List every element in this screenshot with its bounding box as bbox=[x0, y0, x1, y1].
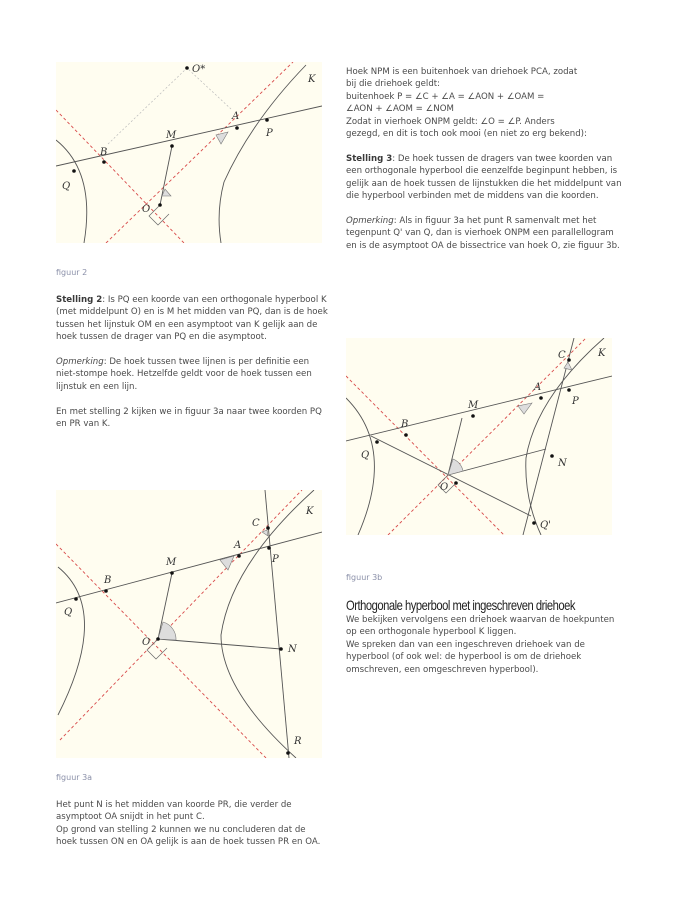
label-P: P bbox=[272, 554, 279, 565]
chord-PQ bbox=[346, 376, 612, 441]
label-B: B bbox=[100, 147, 108, 158]
point-B bbox=[404, 433, 408, 437]
chord-PQ bbox=[56, 106, 322, 166]
line-6: gezegd, en dit is toch ook mooi (en niet zo erg bekend): bbox=[346, 129, 587, 140]
figure-3b-diagram bbox=[346, 338, 612, 535]
stelling-3-label: Stelling 3 bbox=[346, 153, 393, 164]
point-B bbox=[102, 160, 106, 164]
line-5: Zodat in vierhoek ONPM geldt: ∠O = ∠P. Anders bbox=[346, 116, 555, 127]
figure-3a-caption: figuur 3a bbox=[56, 773, 93, 782]
hyperbola-right-branch bbox=[221, 490, 314, 758]
point-A bbox=[237, 554, 241, 558]
opmerking-2 bbox=[346, 215, 626, 252]
label-A: A bbox=[234, 540, 242, 551]
diameter-QQ-prime bbox=[371, 436, 531, 516]
point-Q bbox=[72, 169, 76, 173]
point-N bbox=[279, 647, 283, 651]
label-B: B bbox=[104, 575, 112, 586]
angle-mark-C bbox=[564, 362, 572, 370]
paragraph-conclusion: Op grond van stelling 2 kunnen we nu concluderen dat de hoek tussen ON en OA gelijk is aan de hoek tussen PR en OA. bbox=[56, 824, 321, 848]
line-2: bij die driehoek geldt: bbox=[346, 79, 441, 90]
label-C: C bbox=[558, 350, 566, 361]
label-A: A bbox=[534, 382, 542, 393]
hyperbola-left-branch bbox=[346, 398, 374, 535]
section-paragraph-1: We bekijken vervolgens een driehoek waarvan de hoekpunten op een orthogonale hyperbool K liggen. bbox=[346, 615, 615, 638]
hyperbola-left-branch bbox=[56, 140, 87, 243]
paragraph-point-N: Het punt N is het midden van koorde PR, die verder de asymptoot OA snijdt in het punt C. bbox=[56, 800, 292, 823]
chord-PR bbox=[265, 490, 289, 758]
point-O bbox=[158, 203, 162, 207]
opmerking-1-label: Opmerking bbox=[56, 357, 104, 368]
asymptote-2 bbox=[60, 490, 302, 740]
line-1: Hoek NPM is een buitenhoek van driehoek PCA, zodat bbox=[346, 67, 578, 77]
label-K: K bbox=[308, 74, 316, 85]
stelling-2 bbox=[56, 294, 328, 344]
asymptote-1 bbox=[346, 376, 504, 535]
section-body bbox=[346, 614, 626, 676]
intro-figure-3a: En met stelling 2 kijken we in figuur 3a naar twee koorden PQ en PR van K. bbox=[56, 406, 322, 430]
figure-2 bbox=[56, 62, 322, 243]
label-K: K bbox=[306, 506, 314, 517]
segment-ON bbox=[158, 639, 281, 649]
label-Q: Q bbox=[361, 450, 370, 461]
stelling-3 bbox=[346, 153, 626, 203]
figure-3a-diagram bbox=[56, 490, 322, 758]
asymptote-1 bbox=[56, 544, 266, 758]
angle-mark-O bbox=[448, 459, 463, 475]
point-M bbox=[170, 571, 174, 575]
angle-mark-A bbox=[216, 132, 228, 144]
label-M: M bbox=[468, 400, 479, 411]
stelling-2-body: : Is PQ een koorde van een orthogonale hyperbool K (met middelpunt O) en is M het midden van PQ, dan is de hoek tussen het lijnstuk OM en een asymptoot van K gelijk aan de hoek tussen de drager van PQ en die asymptoot. bbox=[56, 295, 328, 343]
right-column-text bbox=[346, 66, 626, 264]
label-O-star: O* bbox=[192, 64, 206, 75]
figure-3b bbox=[346, 338, 612, 535]
chord-PQ bbox=[56, 532, 322, 603]
point-M bbox=[471, 414, 475, 418]
left-column-text bbox=[56, 294, 328, 443]
label-M: M bbox=[166, 130, 177, 141]
asymptote-2 bbox=[106, 62, 293, 243]
point-R bbox=[286, 751, 290, 755]
figure-2-caption: figuur 2 bbox=[56, 268, 88, 277]
point-O bbox=[156, 637, 160, 641]
line-3: buitenhoek P = ∠C + ∠A = ∠AON + ∠OAM = bbox=[346, 91, 545, 102]
figure-3b-caption: figuur 3b bbox=[346, 573, 383, 582]
label-R: R bbox=[294, 736, 302, 747]
asymptote-2 bbox=[388, 338, 586, 535]
point-M bbox=[170, 144, 174, 148]
point-C bbox=[266, 526, 270, 530]
point-A bbox=[539, 396, 543, 400]
paragraph-buitenhoek bbox=[346, 66, 626, 140]
stelling-2-label: Stelling 2 bbox=[56, 295, 103, 305]
figure-3a bbox=[56, 490, 322, 758]
point-P bbox=[567, 388, 571, 392]
point-C bbox=[567, 358, 571, 362]
hyperbola-left-branch bbox=[58, 567, 85, 715]
opmerking-1 bbox=[56, 356, 328, 393]
label-M: M bbox=[166, 557, 177, 568]
label-N: N bbox=[288, 644, 297, 655]
point-P bbox=[267, 546, 271, 550]
left-column-bottom-text bbox=[56, 799, 328, 849]
section-paragraph-2: We spreken dan van een ingeschreven driehoek van de hyperbool (of ook wel: de hyperbool is om de driehoek omschreven, een omgeschreven hyperbool). bbox=[346, 639, 585, 675]
label-Q-prime: Q' bbox=[540, 520, 551, 531]
point-B bbox=[104, 589, 108, 593]
opmerking-2-body: : Als in figuur 3a het punt R samenvalt met het tegenpunt Q' van Q, dan is vierhoek ONPM een parallellogram en is de asymptoot OA de bissectrice van hoek O, zie figuur 3b. bbox=[346, 215, 620, 251]
label-O: O bbox=[440, 482, 449, 493]
point-N bbox=[550, 454, 554, 458]
point-Q-prime bbox=[532, 521, 536, 525]
asymptote-1 bbox=[56, 110, 184, 243]
hyperbola-right-branch bbox=[219, 65, 306, 243]
label-A: A bbox=[232, 111, 240, 122]
point-O bbox=[454, 481, 458, 485]
label-P: P bbox=[572, 396, 579, 407]
point-O-star bbox=[185, 66, 189, 70]
point-A bbox=[235, 126, 239, 130]
angle-mark-A bbox=[518, 403, 532, 414]
section-heading: Orthogonale hyperbool met ingeschreven driehoek bbox=[346, 597, 575, 613]
point-P bbox=[265, 118, 269, 122]
label-C: C bbox=[252, 518, 260, 529]
label-Q: Q bbox=[64, 607, 73, 618]
right-angle-mark bbox=[149, 205, 169, 225]
figure-2-diagram bbox=[56, 62, 322, 243]
label-O: O bbox=[142, 204, 151, 215]
label-B: B bbox=[401, 419, 409, 430]
point-Q bbox=[375, 440, 379, 444]
angle-mark-A bbox=[220, 556, 234, 570]
stelling-3-body: : De hoek tussen de dragers van twee koorden van een orthogonale hyperbool die eenzelfde beginpunt hebben, is gelijk aan de hoek tussen de lijnstukken die het middelpunt van die hyperbool verbinden met de middens van die koorden. bbox=[346, 153, 622, 202]
point-Q bbox=[74, 597, 78, 601]
opmerking-2-label: Opmerking bbox=[346, 215, 394, 226]
label-O: O bbox=[142, 637, 151, 648]
label-Q: Q bbox=[62, 181, 71, 192]
opmerking-1-body: : De hoek tussen twee lijnen is per definitie een niet-stompe hoek. Hetzelfde geldt voor de hoek tussen een lijnstuk en een lijn. bbox=[56, 357, 312, 392]
label-K: K bbox=[598, 348, 606, 359]
angle-mark-C bbox=[262, 530, 268, 536]
line-4: ∠AON + ∠AOM = ∠NOM bbox=[346, 104, 454, 115]
label-N: N bbox=[558, 458, 567, 469]
label-P: P bbox=[266, 128, 273, 139]
